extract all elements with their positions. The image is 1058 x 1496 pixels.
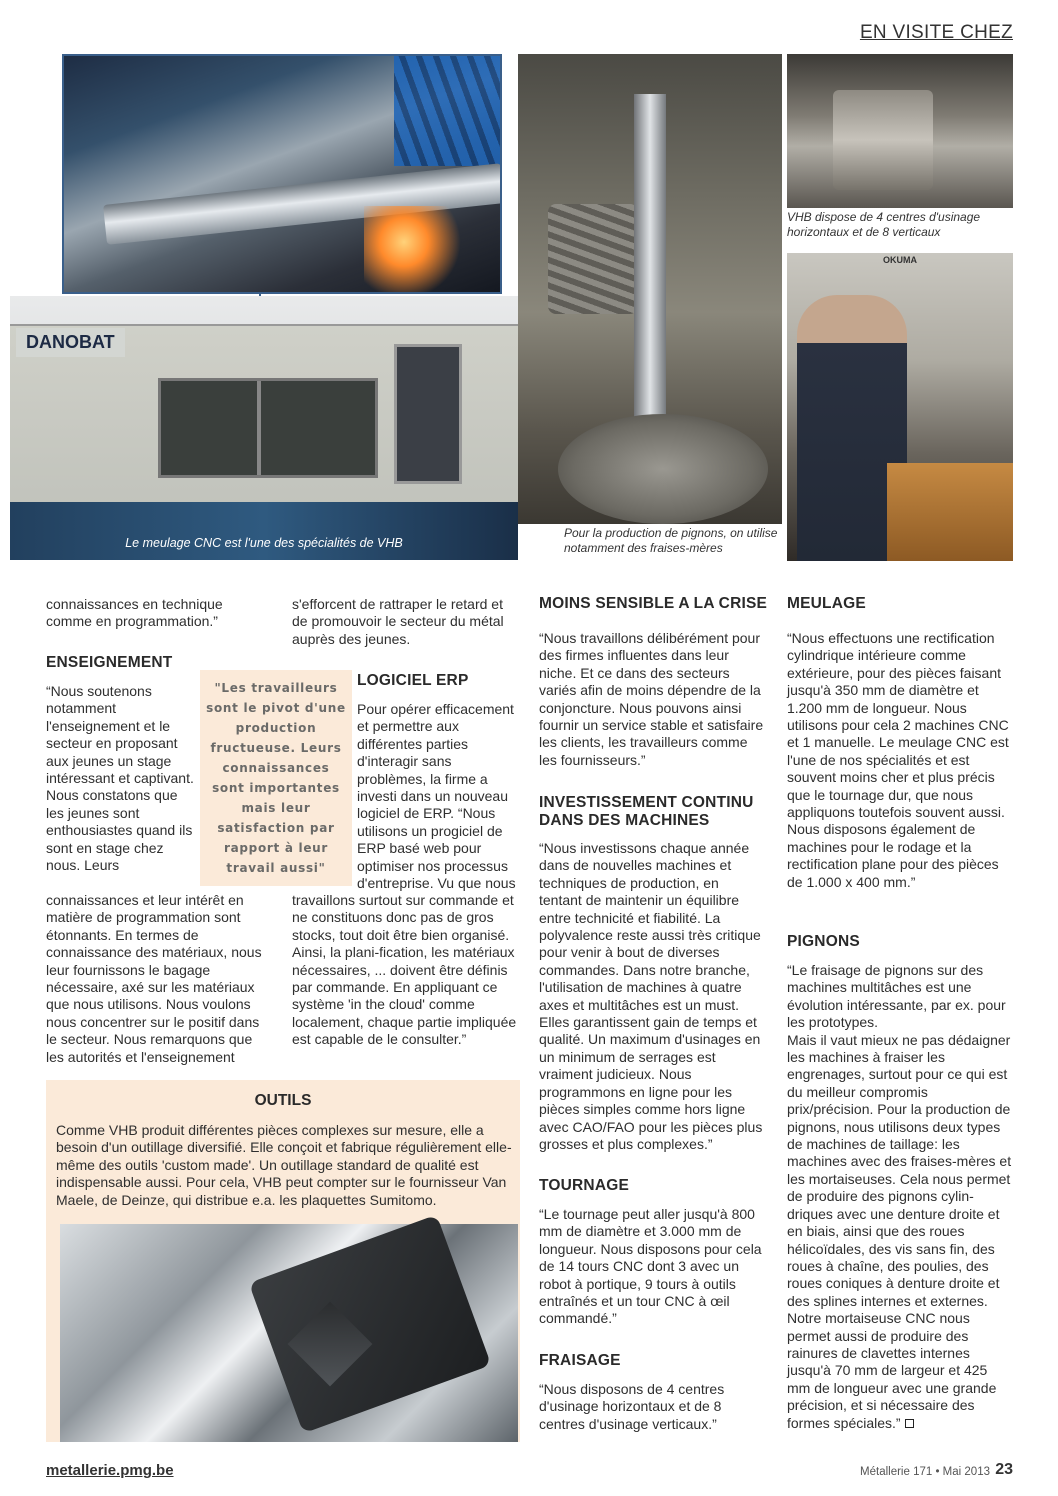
- heading-logiciel-erp: LOGICIEL ERP: [357, 672, 469, 689]
- col1-para-narrow: “Nous soutenons notamment l'enseignement et le secteur en proposant aux jeunes un stage intéressant et captivant. Nous constatons que les jeunes sont enthousiastes quand ils sont en stage chez nous. Leurs: [46, 683, 194, 874]
- gear-hobbing-photo: [518, 54, 782, 524]
- page-number: 23: [995, 1461, 1013, 1478]
- heading-enseignement: ENSEIGNEMENT: [46, 654, 173, 671]
- gear-caption: Pour la production de pignons, on utilise notamment des fraises-mères: [564, 526, 778, 555]
- heading-fraisage: FRAISAGE: [539, 1352, 621, 1369]
- end-of-article-icon: [905, 1419, 914, 1428]
- machine-window: [158, 378, 378, 478]
- col2-para-narrow: Pour opérer efficacement et permettre aux différentes parties d'interagir sans problèmes, la firme a investi dans un nouveau logiciel de ERP. “Nous utilisons un progiciel de ERP basé web pour optimiser nos processus d'entreprise. Vu que nous: [357, 701, 516, 892]
- col4-para-2b: Mais il vaut mieux ne pas dédaigner les machines à fraiser les engrenages, surtout pour ce qui est du meilleur compromis prix/précision. Pour la production de pignons, nous utilisons deux types de machines de taillage: les machines avec des fraises-mères et les mortaiseuses. Cela nous permet de produire des pignons cylin-driques avec une denture droite et en biais, ainsi que des roues hélicoïdales, des vis sans fin, des roues à chaîne, des poulies, des roues coniques à denture droite et des splines internes et externes.: [787, 1031, 1012, 1309]
- col3-para-4: “Nous disposons de 4 centres d'usinage horizontaux et de 8 centres d'usinage verticaux.”: [539, 1381, 725, 1432]
- section-label: EN VISITE CHEZ: [859, 22, 1013, 43]
- worker-photo: [787, 253, 1013, 561]
- workpiece-block: [833, 90, 933, 190]
- col4-para-2: [787, 962, 1013, 1432]
- col3-para-3: “Le tournage peut aller jusqu'à 800 mm de diamètre et 3.000 mm de longueur. Nous disposons pour cela de 14 tours CNC dont 3 avec un robot à portique, 9 tours à outils entraînés et un tour CNC à œil commandé.”: [539, 1206, 762, 1327]
- photo-floor: [10, 502, 518, 560]
- workbench: [887, 463, 1013, 561]
- pullquote: "Les travailleurs sont le pivot d'une production fructueuse. Leurs connaissances sont importantes mais leur satisfaction par rapport à leur travail aussi": [200, 670, 352, 886]
- hob-cutter: [548, 204, 638, 314]
- outils-text: Comme VHB produit différentes pièces complexes sur mesure, elle a besoin d'un outillage diversifié. Elle conçoit et fabrique régulièrement elle-même des outils 'custom made'. Un outillage standard de qualité est indispensable aussi. Pour cela, VHB peut compter sur le fournisseur Van Maele, de Deinze, qui distribue e.a. les plaquettes Sumitomo.: [56, 1122, 512, 1208]
- machining-center-photo: [787, 54, 1013, 208]
- tool-holder: [249, 1215, 492, 1434]
- heading-meulage: MEULAGE: [787, 595, 866, 612]
- col2-intro: s'efforcent de rattraper le retard et de promouvoir le secteur du métal auprès des jeunes.: [292, 596, 504, 647]
- heading-moins-sensible: MOINS SENSIBLE A LA CRISE: [539, 595, 768, 612]
- cnc-grinder-photo: [10, 296, 518, 560]
- machine-table: [558, 414, 768, 524]
- grinding-sparks: [364, 206, 464, 294]
- footer-issue: Métallerie 171 • Mai 2013: [860, 1466, 990, 1478]
- col2-para-wide: travaillons surtout sur commande et ne constituons donc pas de gros stocks, tout doit être bien organisé. Ainsi, la plani-fication, les matériaux nécessaires, ... doivent être définis par commande. En appliquant ce système 'in the cloud' comme localement, chaque partie impliquée est capable de le consulter.”: [292, 892, 517, 1048]
- col1-para-wide: connaissances et leur intérêt en matière de programmation sont étonnants. En termes de connaissance des matériaux, nous leur fournissons le bagage nécessaire, axé sur les matériaux que nous utilisons. Nous voulons nous concentrer sur le positif dans le secteur. Nous remarquons que les autorités et l'enseignement: [46, 892, 262, 1065]
- col4-para-2c-text: Notre mortaiseuse CNC nous permet aussi de produire des rainures de clavettes internes jusqu'à 70 mm de largeur et 425 mm de longueur avec une grande précision, et si nécessaire des formes spéciales.”: [787, 1310, 997, 1431]
- machine-sign: OKUMA: [883, 255, 917, 265]
- col4-para-2c: [787, 1310, 1013, 1432]
- cutting-tool-photo: [60, 1224, 518, 1442]
- col1-intro: connaissances en technique comme en programmation.”: [46, 596, 223, 630]
- grinding-closeup-photo: [62, 54, 502, 294]
- machining-center-caption: VHB dispose de 4 centres d'usinage horizontaux et de 8 verticaux: [787, 210, 981, 239]
- outils-title: OUTILS: [254, 1092, 312, 1109]
- col3-para-1: “Nous travaillons délibérément pour des firmes influentes dans leur niche. Et ce dans des secteurs variés afin de moins dépendre de la conjoncture. Nous pouvons ainsi fournir un service stable et satisfaire les clients, les travailleurs comme les fournisseurs.”: [539, 630, 764, 768]
- col3-para-2: “Nous investissons chaque année dans de nouvelles machines et techniques de production, en tentant de maintenir un équilibre entre technicité et fiabilité. La polyvalence reste aussi très critique pour venir à bout de diverses commandes. Dans notre branche, l'utilisation de machines à quatre axes et multitâches est un must. Elles garantissent gain de temps et qualité. Un maximum d'usinages en un minimum de serrages est vraiment judicieux. Nous programmons en ligne pour les pièces simples comme hors ligne avec CAO/FAO pour les pièces plus grosses et plus complexes.”: [539, 840, 763, 1152]
- machine-caption: Le meulage CNC est l'une des spécialités de VHB: [125, 536, 403, 550]
- machine-control-panel: [394, 344, 462, 484]
- machine-brand-logo: DANOBAT: [16, 328, 125, 357]
- footer-website-link[interactable]: metallerie.pmg.be: [46, 1462, 174, 1479]
- col4-para-2a: “Le fraisage de pignons sur des machines multitâches est une évolution intéressante, par ex. pour les prototypes.: [787, 962, 1006, 1031]
- coolant-hoses: [394, 56, 502, 166]
- col4-para-1: “Nous effectuons une rectification cylindrique intérieure comme extérieure, pour des pièces faisant jusqu'à 350 mm de diamètre et 1.200 mm de longueur. Nous utilisons pour cela 2 machines CNC et 1 manuelle. Le meulage CNC est l'une de nos spécialités et est souvent moins cher et plus précis que le tournage dur, que nous appliquons toutefois souvent aussi. Nous disposons également de machines pour le rodage et la rectification plane pour des pièces de 1.000 x 400 mm.”: [787, 630, 1009, 890]
- heading-investissement: INVESTISSEMENT CONTINU DANS DES MACHINES: [539, 794, 754, 829]
- heading-tournage: TOURNAGE: [539, 1177, 630, 1194]
- heading-pignons: PIGNONS: [787, 933, 860, 950]
